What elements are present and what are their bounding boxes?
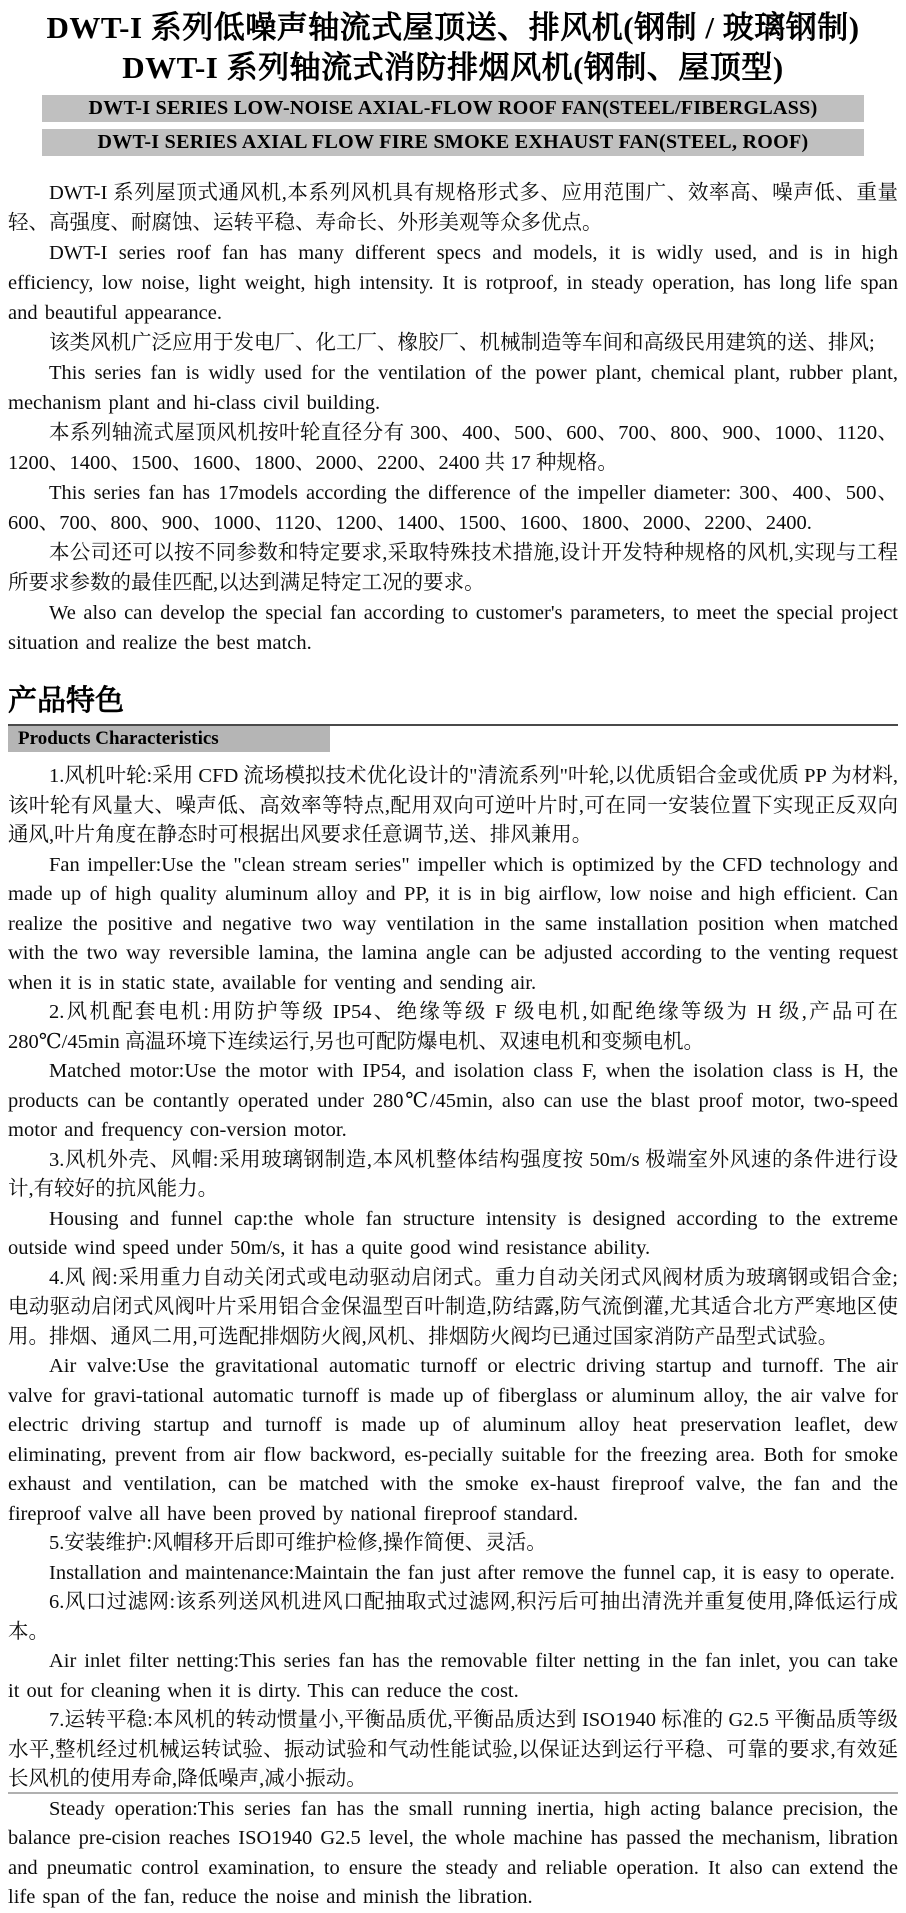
- feature-paragraph-cn-7: 7.运转平稳:本风机的转动惯量小,平衡品质优,平衡品质达到 ISO1940 标准的 G2.5 平衡品质等级水平,整机经过机械运转试验、振动试验和气动性能试验,以保证达到运行平稳、可靠的要求,有效延长风机的使用寿命,降低噪声,减小振动。: [8, 1709, 898, 1790]
- page-header: [0, 0, 906, 156]
- intro-paragraph-en-1: DWT-I series roof fan has many different specs and models, it is widly used, and is in high efficiency, low noise, light weight, high intensity. It is rotproof, in steady operation, has long life span and beautiful appearance.: [8, 242, 898, 324]
- intro-paragraph-cn-3: 本系列轴流式屋顶风机按叶轮直径分有 300、400、500、600、700、800、900、1000、1120、1200、1400、1500、1600、1800、2000、2200、2400 共 17 种规格。: [8, 422, 898, 474]
- feature-paragraph-cn-1: 1.风机叶轮:采用 CFD 流场模拟技术优化设计的"清流系列"叶轮,以优质铝合金或优质 PP 为材料,该叶轮有风量大、噪声低、高效率等特点,配用双向可逆叶片时,可在同一安装位置下实现正反双向通风,叶片角度在静态时可根据出风要求任意调节,送、排风兼用。: [8, 765, 898, 846]
- intro-paragraph-en-4: We also can develop the special fan according to customer's parameters, to meet the special project situation and realize the best match.: [8, 602, 898, 654]
- feature-paragraph-cn-3: 3.风机外壳、风帽:采用玻璃钢制造,本风机整体结构强度按 50m/s 极端室外风速的条件进行设计,有较好的抗风能力。: [8, 1148, 898, 1200]
- features-list: [8, 762, 898, 1913]
- feature-paragraph-cn-4: 4.风 阀:采用重力自动关闭式或电动驱动启闭式。重力自动关闭式风阀材质为玻璃钢或铝合金;电动驱动启闭式风阀叶片采用铝合金保温型百叶制造,防结露,防气流倒灌,尤其适合北方严寒地区使用。排烟、通风二用,可选配排烟防火阀,风机、排烟防火阀均已通过国家消防产品型式试验。: [8, 1266, 898, 1348]
- feature-paragraph-en-1: Fan impeller:Use the "clean stream series" impeller which is optimized by the CFD technology and made up of high quality aluminum alloy and PP, it is in big airflow, low noise and high efficient. Can realize the positive and negative two way ventilation in the same installation position when matched with the two way reversible lamina, the lamina angle can be adjusted according to the venting request when it is in static state, available for venting and sending air.: [8, 853, 898, 994]
- feature-paragraph-en-3: Housing and funnel cap:the whole fan structure intensity is designed according to the extreme outside wind speed under 50m/s, it has a quite good wind resistance ability.: [8, 1207, 898, 1259]
- intro-paragraph-cn-1: DWT-I 系列屋顶式通风机,本系列风机具有规格形式多、应用范围广、效率高、噪声低、重量轻、高强度、耐腐蚀、运转平稳、寿命长、外形美观等众多优点。: [8, 182, 898, 234]
- feature-paragraph-en-2: Matched motor:Use the motor with IP54, and isolation class F, when the isolation class is H, the products can be contantly operated under 280℃/45min, also can use the blast proof motor, two-speed motor and frequency con-version motor.: [8, 1060, 898, 1141]
- feature-paragraph-en-5: Installation and maintenance:Maintain the fan just after remove the funnel cap, it is easy to operate.: [49, 1561, 895, 1584]
- feature-paragraph-en-7: Steady operation:This series fan has the small running inertia, high acting balance precision, the balance pre-cision reaches ISO1940 G2.5 level, the whole machine has passed the mechanism, libration and pneumatic control examination, to ensure the steady and reliable operation. It also can extend the life span of the fan, reduce the noise and minish the libration.: [8, 1797, 898, 1908]
- intro-paragraph-en-2: This series fan is widly used for the ventilation of the power plant, chemical plant, rubber plant, mechanism plant and hi-class civil building.: [8, 362, 898, 414]
- feature-paragraph-cn-2: 2.风机配套电机:用防护等级 IP54、绝缘等级 F 级电机,如配绝缘等级为 H 级,产品可在 280℃/45min 高温环境下连续运行,另也可配防爆电机、双速电机和变频电机。: [8, 1001, 898, 1053]
- section-heading-en: Products Characteristics: [8, 726, 330, 752]
- intro-paragraph-cn-2: 该类风机广泛应用于发电厂、化工厂、橡胶厂、机械制造等车间和高级民用建筑的送、排风;: [49, 332, 875, 354]
- page-title-cn-line-1: DWT-I 系列低噪声轴流式屋顶送、排风机(钢制 / 玻璃钢制): [46, 10, 860, 45]
- intro-paragraph-cn-4: 本公司还可以按不同参数和特定要求,采取特殊技术措施,设计开发特种规格的风机,实现与工程所要求参数的最佳匹配,以达到满足特定工况的要求。: [8, 542, 898, 594]
- section-heading-cn: 产品特色: [8, 685, 125, 717]
- feature-paragraph-cn-5: 5.安装维护:风帽移开后即可维护检修,操作简便、灵活。: [49, 1532, 547, 1554]
- page-title-cn-line-2: DWT-I 系列轴流式消防排烟风机(钢制、屋顶型): [122, 50, 784, 85]
- title-banner-en-1: DWT-I SERIES LOW-NOISE AXIAL-FLOW ROOF FAN(STEEL/FIBERGLASS): [42, 95, 864, 122]
- page-bottom-rule: [8, 1792, 898, 1794]
- title-banner-en-2: DWT-I SERIES AXIAL FLOW FIRE SMOKE EXHAUST FAN(STEEL, ROOF): [42, 129, 864, 156]
- intro-paragraph-en-3: This series fan has 17models according the difference of the impeller diameter: 300、400、500、600、700、800、900、1000、1120、1200、1400、1500、1600、1800、2000、2200、2400.: [8, 482, 898, 534]
- section-divider-line: [8, 724, 898, 752]
- feature-paragraph-cn-6: 6.风口过滤网:该系列送风机进风口配抽取式过滤网,积污后可抽出清洗并重复使用,降低运行成本。: [8, 1591, 898, 1643]
- document-body: [8, 178, 898, 1913]
- feature-paragraph-en-6: Air inlet filter netting:This series fan has the removable filter netting in the fan inlet, you can take it out for cleaning when it is dirty. This can reduce the cost.: [8, 1650, 898, 1702]
- feature-paragraph-en-4: Air valve:Use the gravitational automatic turnoff or electric driving startup and turnoff. The air valve for gravi-tational automatic turnoff is made up of fiberglass or aluminum alloy, the air valve for electric driving startup and turnoff is made up of aluminum alloy heat preservation leaflet, dew eliminating, prevent from air flow backword, es-pecially suitable for the freezing area. Both for smoke exhaust and ventilation, can be matched with the smoke ex-haust fireproof valve, the fan and the fireproof valve all have been proved by national fireproof standard.: [8, 1355, 898, 1525]
